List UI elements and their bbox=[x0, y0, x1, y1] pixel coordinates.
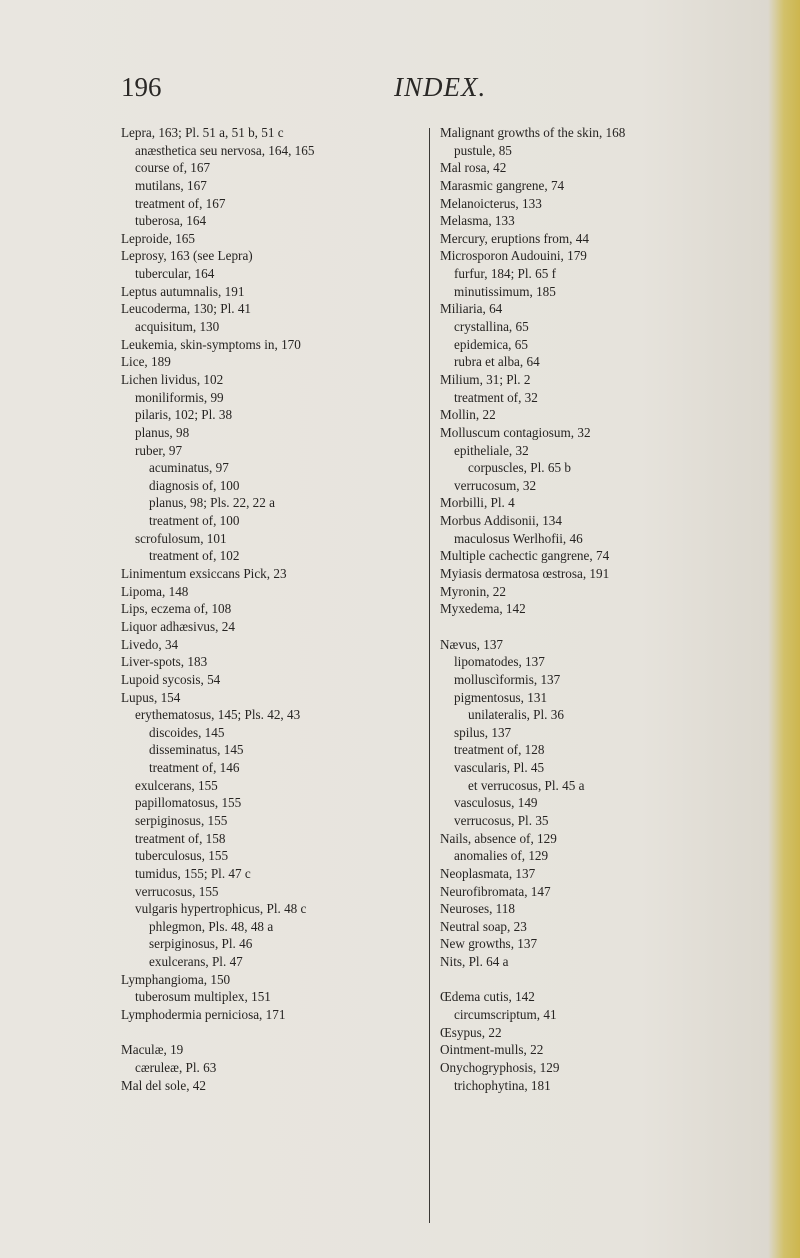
index-subentry: treatment of, 167 bbox=[135, 195, 226, 211]
index-subentry: papillomatosus, 155 bbox=[135, 795, 242, 811]
index-entry: Malignant growths of the skin, 168 bbox=[440, 125, 626, 140]
index-entry: Mal rosa, 42 bbox=[440, 160, 507, 176]
index-entry: Linimentum exsiccans Pick, 23 bbox=[121, 566, 287, 582]
index-subentry: moniliformis, 99 bbox=[135, 389, 224, 405]
index-subentry: furfur, 184; Pl. 65 f bbox=[454, 266, 557, 282]
index-entry: Melanoicterus, 133 bbox=[440, 195, 542, 211]
column-divider bbox=[429, 128, 430, 1223]
index-subentry: anæsthetica seu nervosa, 164, 165 bbox=[135, 142, 315, 158]
page-number: 196 bbox=[121, 72, 162, 102]
index-subentry: phlegmon, Pls. 48, 48 a bbox=[149, 918, 274, 934]
index-entry: Myiasis dermatosa œstrosa, 191 bbox=[440, 566, 610, 582]
index-subentry: tumidus, 155; Pl. 47 c bbox=[135, 865, 251, 881]
index-entry: Lice, 189 bbox=[121, 354, 171, 370]
index-entry: Mercury, eruptions from, 44 bbox=[440, 230, 589, 246]
index-entry: Ointment-mulls, 22 bbox=[440, 1042, 544, 1058]
index-entry: Lymphangioma, 150 bbox=[121, 971, 231, 987]
index-subentry: planus, 98 bbox=[135, 424, 190, 440]
index-entry: New growths, 137 bbox=[440, 936, 538, 952]
index-entry: Multiple cachectic gangrene, 74 bbox=[440, 548, 610, 564]
index-entry: Milium, 31; Pl. 2 bbox=[440, 371, 531, 387]
index-entry: Nævus, 137 bbox=[440, 636, 504, 652]
index-column-right bbox=[440, 124, 785, 1094]
index-entry: Mollin, 22 bbox=[440, 407, 496, 423]
index-column-left bbox=[121, 124, 426, 1094]
index-entry: Lipoma, 148 bbox=[121, 583, 189, 599]
index-entry: Morbus Addisonii, 134 bbox=[440, 513, 562, 529]
index-subentry: erythematosus, 145; Pls. 42, 43 bbox=[135, 707, 301, 723]
index-entry: Lymphodermia perniciosa, 171 bbox=[121, 1007, 286, 1023]
index-subentry: lipomatodes, 137 bbox=[454, 654, 545, 670]
index-subentry: diagnosis of, 100 bbox=[149, 477, 240, 493]
index-subentry: crystallina, 65 bbox=[454, 319, 529, 335]
index-subentry: tubercular, 164 bbox=[135, 266, 215, 282]
index-entry: Neoplasmata, 137 bbox=[440, 865, 536, 881]
index-subentry: et verrucosus, Pl. 45 a bbox=[468, 777, 585, 793]
index-entry: Morbilli, Pl. 4 bbox=[440, 495, 515, 511]
index-subentry: spilus, 137 bbox=[454, 724, 512, 740]
index-entry: Neuroses, 118 bbox=[440, 901, 515, 917]
index-entry: Neutral soap, 23 bbox=[440, 918, 527, 934]
index-subentry: tuberculosus, 155 bbox=[135, 848, 229, 864]
index-entry: Livedo, 34 bbox=[121, 636, 179, 652]
index-entry: Leprosy, 163 (see Lepra) bbox=[121, 248, 253, 264]
index-subentry: acuminatus, 97 bbox=[149, 460, 229, 476]
index-subentry: treatment of, 102 bbox=[149, 548, 240, 564]
index-subentry: discoides, 145 bbox=[149, 724, 225, 740]
index-subentry: pigmentosus, 131 bbox=[454, 689, 548, 705]
index-entry: Lichen lividus, 102 bbox=[121, 371, 224, 387]
index-subentry: trichophytina, 181 bbox=[454, 1077, 551, 1093]
index-subentry: planus, 98; Pls. 22, 22 a bbox=[149, 495, 276, 511]
index-entry: Marasmic gangrene, 74 bbox=[440, 177, 565, 193]
index-subentry: treatment of, 128 bbox=[454, 742, 545, 758]
index-entry: Liver-spots, 183 bbox=[121, 654, 208, 670]
index-subentry: treatment of, 146 bbox=[149, 760, 240, 776]
index-subentry: anomalies of, 129 bbox=[454, 848, 549, 864]
index-entry: Miliaria, 64 bbox=[440, 301, 503, 317]
index-subentry: vascularis, Pl. 45 bbox=[454, 760, 545, 776]
index-entry: Onychogryphosis, 129 bbox=[440, 1059, 560, 1075]
section-gap bbox=[121, 1024, 426, 1042]
index-subentry: treatment of, 100 bbox=[149, 513, 240, 529]
index-subentry: disseminatus, 145 bbox=[149, 742, 244, 758]
index-entry: Leproide, 165 bbox=[121, 230, 195, 246]
index-entry: Microsporon Audouini, 179 bbox=[440, 248, 587, 264]
index-entry: Lupoid sycosis, 54 bbox=[121, 671, 221, 687]
index-subentry: tuberosum multiplex, 151 bbox=[135, 989, 271, 1005]
index-subentry: maculosus Werlhofii, 46 bbox=[454, 530, 583, 546]
index-subentry: vulgaris hypertrophicus, Pl. 48 c bbox=[135, 901, 307, 917]
index-entry: Molluscum contagiosum, 32 bbox=[440, 424, 591, 440]
index-subentry: verrucosum, 32 bbox=[454, 477, 537, 493]
index-subentry: cæruleæ, Pl. 63 bbox=[135, 1059, 217, 1075]
index-entry: Nails, absence of, 129 bbox=[440, 830, 557, 846]
index-entry: Lupus, 154 bbox=[121, 689, 181, 705]
section-gap bbox=[440, 971, 785, 989]
index-subentry: minutissimum, 185 bbox=[454, 283, 556, 299]
index-entry: Neurofibromata, 147 bbox=[440, 883, 551, 899]
index-entry: Myxedema, 142 bbox=[440, 601, 526, 617]
section-gap bbox=[440, 618, 785, 636]
index-subentry: ruber, 97 bbox=[135, 442, 183, 458]
index-subentry: serpiginosus, Pl. 46 bbox=[149, 936, 253, 952]
index-subentry: exulcerans, 155 bbox=[135, 777, 218, 793]
index-subentry: pustule, 85 bbox=[454, 142, 512, 158]
page-header bbox=[0, 72, 800, 108]
index-subentry: serpiginosus, 155 bbox=[135, 812, 228, 828]
index-entry: Leucoderma, 130; Pl. 41 bbox=[121, 301, 252, 317]
running-title: INDEX. bbox=[394, 72, 487, 102]
index-subentry: verrucosus, 155 bbox=[135, 883, 219, 899]
index-entry: Lepra, 163; Pl. 51 a, 51 b, 51 c bbox=[121, 125, 284, 140]
index-subentry: treatment of, 158 bbox=[135, 830, 226, 846]
index-subentry: pilaris, 102; Pl. 38 bbox=[135, 407, 233, 423]
index-subentry: scrofulosum, 101 bbox=[135, 530, 227, 546]
index-entry: Œdema cutis, 142 bbox=[440, 989, 535, 1005]
index-subentry: vasculosus, 149 bbox=[454, 795, 538, 811]
index-subentry: treatment of, 32 bbox=[454, 389, 538, 405]
index-entry: Maculæ, 19 bbox=[121, 1042, 184, 1058]
index-subentry: molluscìformis, 137 bbox=[454, 671, 561, 687]
index-subentry: rubra et alba, 64 bbox=[454, 354, 540, 370]
index-subentry: tuberosa, 164 bbox=[135, 213, 207, 229]
index-subentry: course of, 167 bbox=[135, 160, 211, 176]
index-entry: Mal del sole, 42 bbox=[121, 1077, 206, 1093]
index-entry: Lips, eczema of, 108 bbox=[121, 601, 232, 617]
index-entry: Melasma, 133 bbox=[440, 213, 515, 229]
index-subentry: mutilans, 167 bbox=[135, 177, 207, 193]
index-entry: Leptus autumnalis, 191 bbox=[121, 283, 245, 299]
index-entry: Leukemia, skin-symptoms in, 170 bbox=[121, 336, 301, 352]
index-subentry: exulcerans, Pl. 47 bbox=[149, 954, 243, 970]
index-subentry: circumscriptum, 41 bbox=[454, 1007, 557, 1023]
index-subentry: corpuscles, Pl. 65 b bbox=[468, 460, 571, 476]
index-entry: Nits, Pl. 64 a bbox=[440, 954, 509, 970]
index-subentry: verrucosus, Pl. 35 bbox=[454, 812, 549, 828]
index-entry: Liquor adhæsivus, 24 bbox=[121, 618, 235, 634]
index-entry: Œsypus, 22 bbox=[440, 1024, 502, 1040]
index-subentry: unilateralis, Pl. 36 bbox=[468, 707, 564, 723]
index-subentry: epitheliale, 32 bbox=[454, 442, 529, 458]
index-entry: Myronin, 22 bbox=[440, 583, 506, 599]
index-subentry: epidemica, 65 bbox=[454, 336, 528, 352]
index-subentry: acquisitum, 130 bbox=[135, 319, 220, 335]
